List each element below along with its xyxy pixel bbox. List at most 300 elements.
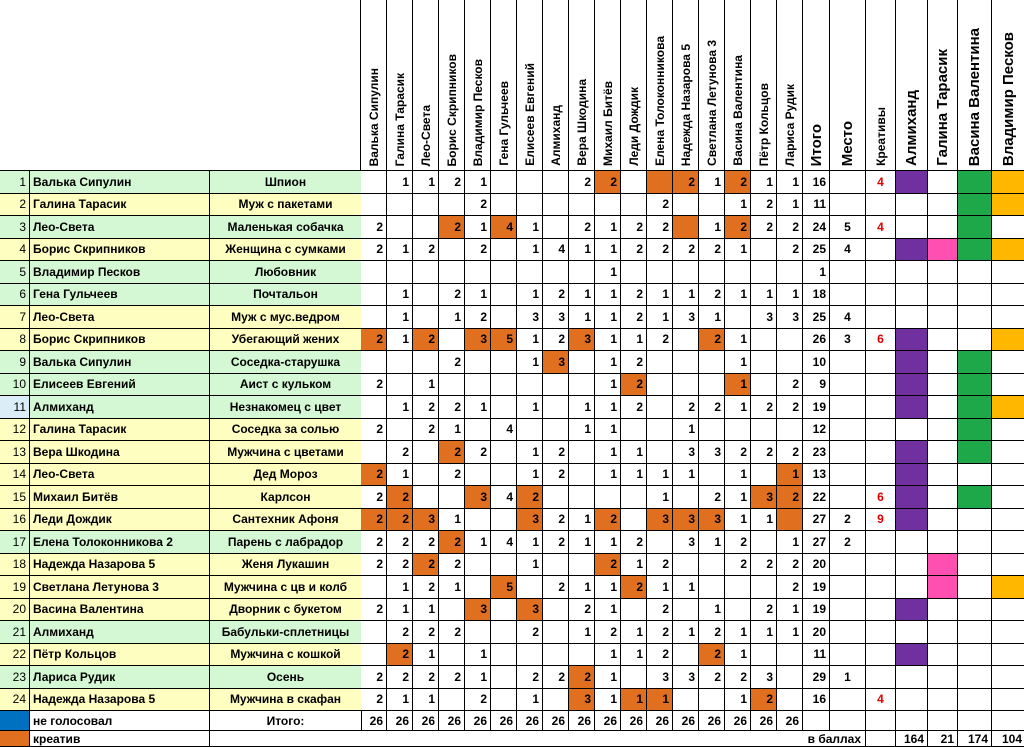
extra-vote-cell xyxy=(928,194,958,217)
vote-cell: 2 xyxy=(751,689,777,712)
judge-total: 26 xyxy=(543,711,569,731)
vote-cell xyxy=(673,554,699,577)
vote-cell xyxy=(543,374,569,397)
vote-cell xyxy=(543,216,569,239)
row-number: 6 xyxy=(0,284,30,307)
creatives-header-label: Креативы xyxy=(873,107,888,166)
vote-cell: 2 xyxy=(647,216,673,239)
vote-cell: 3 xyxy=(777,306,803,329)
vote-cell xyxy=(751,374,777,397)
extra-judge-total: 164 xyxy=(896,731,928,747)
extra-vote-cell xyxy=(928,464,958,487)
vote-cell xyxy=(569,554,595,577)
vote-cell: 1 xyxy=(517,689,543,712)
vote-cell xyxy=(465,621,491,644)
vote-cell: 1 xyxy=(777,531,803,554)
judge-header-label: Елена Толоконникова xyxy=(652,36,667,166)
extra-vote-cell xyxy=(896,531,928,554)
vote-cell: 1 xyxy=(725,621,751,644)
judge-total: 26 xyxy=(725,711,751,731)
vote-cell: 1 xyxy=(725,194,751,217)
vote-cell: 1 xyxy=(517,239,543,262)
vote-cell xyxy=(439,239,465,262)
extra-vote-cell xyxy=(992,374,1024,397)
judge-header xyxy=(413,0,439,171)
extra-vote-cell xyxy=(928,374,958,397)
vote-cell: 2 xyxy=(777,441,803,464)
vote-cell: 2 xyxy=(621,531,647,554)
judge-total: 26 xyxy=(699,711,725,731)
vote-cell: 1 xyxy=(725,351,751,374)
row-number: 19 xyxy=(0,576,30,599)
vote-cell xyxy=(387,194,413,217)
vote-cell: 1 xyxy=(751,621,777,644)
vote-cell: 1 xyxy=(387,576,413,599)
row-number: 5 xyxy=(0,261,30,284)
row-total: 20 xyxy=(803,621,830,644)
extra-vote-cell xyxy=(928,689,958,712)
participant-name: Галина Тарасик xyxy=(30,419,210,442)
vote-cell xyxy=(361,284,387,307)
vote-cell: 1 xyxy=(387,599,413,622)
judge-total: 26 xyxy=(751,711,777,731)
costume-title: Бабульки-сплетницы xyxy=(210,621,362,644)
vote-cell xyxy=(725,306,751,329)
costume-title: Муж с мус.ведром xyxy=(210,306,362,329)
participant-name: Михаил Битёв xyxy=(30,486,210,509)
header-blank xyxy=(0,0,361,171)
row-creatives: 6 xyxy=(866,486,896,509)
row-place xyxy=(830,486,866,509)
vote-cell: 1 xyxy=(725,396,751,419)
vote-cell: 2 xyxy=(439,171,465,194)
vote-cell xyxy=(569,351,595,374)
judge-header xyxy=(569,0,595,171)
extra-judge-total: 21 xyxy=(928,731,958,747)
vote-cell xyxy=(647,261,673,284)
vote-cell xyxy=(439,329,465,352)
legend-creative-swatch xyxy=(0,731,30,747)
row-total: 9 xyxy=(803,374,830,397)
vote-cell: 1 xyxy=(595,239,621,262)
vote-cell: 2 xyxy=(361,554,387,577)
row-total: 27 xyxy=(803,509,830,532)
row-number: 3 xyxy=(0,216,30,239)
participant-name: Лариса Рудик xyxy=(30,666,210,689)
extra-vote-cell xyxy=(958,486,992,509)
vote-cell: 1 xyxy=(439,306,465,329)
extra-vote-cell xyxy=(896,374,928,397)
vote-cell xyxy=(569,194,595,217)
vote-cell: 2 xyxy=(777,396,803,419)
vote-cell: 1 xyxy=(621,644,647,667)
vote-cell: 1 xyxy=(647,576,673,599)
vote-cell: 1 xyxy=(465,216,491,239)
vote-cell: 1 xyxy=(569,419,595,442)
judge-header xyxy=(725,0,751,171)
vote-cell: 1 xyxy=(595,464,621,487)
vote-cell: 1 xyxy=(387,239,413,262)
vote-cell: 2 xyxy=(647,644,673,667)
extra-vote-cell xyxy=(992,554,1024,577)
row-total: 16 xyxy=(803,689,830,712)
judge-header xyxy=(543,0,569,171)
extra-vote-cell xyxy=(928,239,958,262)
vote-cell xyxy=(387,419,413,442)
vote-cell: 2 xyxy=(777,374,803,397)
vote-cell: 2 xyxy=(777,486,803,509)
vote-cell xyxy=(491,351,517,374)
vote-cell xyxy=(465,351,491,374)
judge-header-label: Леди Дождик xyxy=(626,87,641,166)
vote-cell: 2 xyxy=(361,374,387,397)
costume-title: Карлсон xyxy=(210,486,362,509)
vote-cell xyxy=(491,374,517,397)
extra-vote-cell xyxy=(896,284,928,307)
vote-cell xyxy=(439,261,465,284)
extra-vote-cell xyxy=(928,666,958,689)
vote-cell: 2 xyxy=(569,171,595,194)
costume-title: Осень xyxy=(210,666,362,689)
costume-title: Маленькая собачка xyxy=(210,216,362,239)
judge-total: 26 xyxy=(387,711,413,731)
row-total: 1 xyxy=(803,261,830,284)
vote-cell: 2 xyxy=(543,329,569,352)
participant-name: Надежда Назарова 5 xyxy=(30,554,210,577)
vote-cell: 1 xyxy=(725,689,751,712)
vote-cell xyxy=(361,194,387,217)
vote-cell xyxy=(621,486,647,509)
vote-cell: 1 xyxy=(387,689,413,712)
vote-cell: 2 xyxy=(725,216,751,239)
vote-cell xyxy=(413,306,439,329)
vote-cell xyxy=(595,194,621,217)
vote-cell: 2 xyxy=(439,216,465,239)
vote-cell xyxy=(673,216,699,239)
vote-cell: 2 xyxy=(699,666,725,689)
extra-vote-cell xyxy=(928,419,958,442)
vote-cell: 2 xyxy=(647,194,673,217)
row-creatives xyxy=(866,464,896,487)
vote-cell: 1 xyxy=(465,396,491,419)
vote-cell: 2 xyxy=(569,599,595,622)
vote-cell xyxy=(595,486,621,509)
extra-vote-cell xyxy=(958,171,992,194)
vote-cell xyxy=(361,644,387,667)
vote-cell: 2 xyxy=(361,419,387,442)
vote-cell: 2 xyxy=(699,644,725,667)
extra-judge-header-label: Алмиханд xyxy=(903,90,920,166)
vote-cell: 2 xyxy=(699,239,725,262)
costume-title: Сантехник Афоня xyxy=(210,509,362,532)
vote-cell: 2 xyxy=(751,396,777,419)
vote-cell xyxy=(413,486,439,509)
vote-cell xyxy=(543,419,569,442)
vote-cell xyxy=(673,194,699,217)
participant-name: Светлана Летунова 3 xyxy=(30,576,210,599)
vote-cell: 4 xyxy=(543,239,569,262)
row-number: 11 xyxy=(0,396,30,419)
costume-title: Почтальон xyxy=(210,284,362,307)
vote-cell: 3 xyxy=(647,509,673,532)
vote-cell xyxy=(673,351,699,374)
extra-vote-cell xyxy=(928,486,958,509)
vote-cell: 2 xyxy=(595,509,621,532)
legend-creative: креатив xyxy=(30,731,210,747)
vote-cell xyxy=(725,261,751,284)
vote-cell xyxy=(543,644,569,667)
row-place xyxy=(830,621,866,644)
vote-cell: 2 xyxy=(543,441,569,464)
vote-cell xyxy=(491,306,517,329)
vote-cell: 2 xyxy=(361,464,387,487)
vote-cell: 1 xyxy=(725,644,751,667)
row-place xyxy=(830,261,866,284)
vote-cell: 1 xyxy=(569,531,595,554)
row-creatives xyxy=(866,441,896,464)
vote-cell: 2 xyxy=(543,464,569,487)
vote-cell: 1 xyxy=(517,441,543,464)
vote-cell: 1 xyxy=(569,621,595,644)
vote-cell: 3 xyxy=(517,599,543,622)
vote-cell: 2 xyxy=(413,419,439,442)
vote-cell xyxy=(751,531,777,554)
vote-cell: 2 xyxy=(413,554,439,577)
row-number: 16 xyxy=(0,509,30,532)
vote-cell xyxy=(491,261,517,284)
footer-blank xyxy=(830,711,866,731)
vote-cell: 4 xyxy=(491,419,517,442)
extra-vote-cell xyxy=(928,171,958,194)
vote-cell xyxy=(517,576,543,599)
participant-name: Пётр Кольцов xyxy=(30,644,210,667)
vote-cell xyxy=(413,284,439,307)
vote-cell xyxy=(439,689,465,712)
vote-cell xyxy=(361,261,387,284)
extra-vote-cell xyxy=(958,284,992,307)
vote-cell: 2 xyxy=(387,509,413,532)
row-number: 14 xyxy=(0,464,30,487)
vote-cell xyxy=(465,554,491,577)
extra-vote-cell xyxy=(896,396,928,419)
vote-cell xyxy=(777,329,803,352)
row-place: 5 xyxy=(830,216,866,239)
vote-cell: 2 xyxy=(517,621,543,644)
row-total: 11 xyxy=(803,644,830,667)
vote-cell xyxy=(673,599,699,622)
row-number: 10 xyxy=(0,374,30,397)
extra-vote-cell xyxy=(992,486,1024,509)
extra-vote-cell xyxy=(958,216,992,239)
extra-vote-cell xyxy=(958,621,992,644)
vote-cell: 1 xyxy=(569,284,595,307)
extra-vote-cell xyxy=(958,194,992,217)
vote-cell: 2 xyxy=(387,531,413,554)
vote-cell: 3 xyxy=(517,306,543,329)
vote-cell xyxy=(621,419,647,442)
vote-cell: 2 xyxy=(413,576,439,599)
vote-cell: 1 xyxy=(595,216,621,239)
row-total: 16 xyxy=(803,171,830,194)
vote-cell xyxy=(725,599,751,622)
extra-vote-cell xyxy=(896,306,928,329)
vote-cell: 2 xyxy=(725,666,751,689)
extra-vote-cell xyxy=(958,554,992,577)
vote-cell: 1 xyxy=(517,396,543,419)
vote-cell xyxy=(491,284,517,307)
vote-cell xyxy=(699,464,725,487)
vote-cell: 1 xyxy=(725,329,751,352)
vote-cell xyxy=(751,576,777,599)
vote-cell xyxy=(751,261,777,284)
legend-not-voted-swatch xyxy=(0,711,30,731)
vote-cell xyxy=(517,419,543,442)
vote-cell: 2 xyxy=(387,554,413,577)
row-creatives: 9 xyxy=(866,509,896,532)
row-place xyxy=(830,644,866,667)
vote-cell xyxy=(413,464,439,487)
vote-cell: 1 xyxy=(569,239,595,262)
vote-cell: 1 xyxy=(413,689,439,712)
judge-header xyxy=(517,0,543,171)
vote-cell: 2 xyxy=(595,621,621,644)
extra-vote-cell xyxy=(992,689,1024,712)
extra-vote-cell xyxy=(958,396,992,419)
vote-cell: 1 xyxy=(517,531,543,554)
vote-cell xyxy=(647,171,673,194)
extra-vote-cell xyxy=(958,509,992,532)
extra-vote-cell xyxy=(896,351,928,374)
vote-cell xyxy=(751,351,777,374)
judge-header xyxy=(465,0,491,171)
extra-vote-cell xyxy=(958,419,992,442)
judge-total: 26 xyxy=(595,711,621,731)
row-number: 2 xyxy=(0,194,30,217)
vote-cell xyxy=(543,486,569,509)
vote-cell xyxy=(569,486,595,509)
row-total: 25 xyxy=(803,306,830,329)
extra-vote-cell xyxy=(896,621,928,644)
row-total: 26 xyxy=(803,329,830,352)
costume-title: Незнакомец с цвет xyxy=(210,396,362,419)
vote-cell xyxy=(647,374,673,397)
participant-name: Галина Тарасик xyxy=(30,194,210,217)
vote-cell: 1 xyxy=(647,464,673,487)
vote-cell: 2 xyxy=(621,396,647,419)
vote-cell: 2 xyxy=(569,216,595,239)
vote-cell: 3 xyxy=(673,441,699,464)
vote-cell: 1 xyxy=(569,306,595,329)
vote-cell: 1 xyxy=(777,171,803,194)
extra-vote-cell xyxy=(928,509,958,532)
row-total: 20 xyxy=(803,554,830,577)
vote-cell xyxy=(569,441,595,464)
participant-name: Елена Толоконникова 2 xyxy=(30,531,210,554)
vote-cell xyxy=(543,599,569,622)
costume-title: Муж с пакетами xyxy=(210,194,362,217)
vote-cell xyxy=(543,554,569,577)
total-header-label: Итого xyxy=(807,123,825,166)
vote-cell: 2 xyxy=(699,396,725,419)
vote-cell xyxy=(491,554,517,577)
extra-vote-cell xyxy=(896,509,928,532)
vote-cell xyxy=(491,396,517,419)
vote-cell: 1 xyxy=(595,419,621,442)
row-creatives xyxy=(866,621,896,644)
vote-cell: 4 xyxy=(491,216,517,239)
vote-cell: 2 xyxy=(413,621,439,644)
vote-cell: 2 xyxy=(751,441,777,464)
row-creatives xyxy=(866,666,896,689)
vote-cell: 2 xyxy=(673,239,699,262)
judge-header xyxy=(751,0,777,171)
points-label: в баллах xyxy=(210,731,866,747)
vote-cell xyxy=(361,351,387,374)
extra-vote-cell xyxy=(992,194,1024,217)
vote-cell xyxy=(673,374,699,397)
vote-cell: 2 xyxy=(647,621,673,644)
extra-vote-cell xyxy=(896,441,928,464)
vote-cell: 2 xyxy=(621,216,647,239)
vote-cell: 1 xyxy=(517,216,543,239)
vote-cell xyxy=(647,441,673,464)
place-header-label: Место xyxy=(839,120,856,166)
vote-cell: 2 xyxy=(465,194,491,217)
participant-name: Лео-Света xyxy=(30,216,210,239)
vote-cell xyxy=(777,261,803,284)
row-place: 2 xyxy=(830,531,866,554)
row-place: 4 xyxy=(830,306,866,329)
costume-title: Мужчина с кошкой xyxy=(210,644,362,667)
judge-total: 26 xyxy=(491,711,517,731)
judge-header-label: Галина Тарасик xyxy=(392,72,407,166)
vote-cell: 1 xyxy=(465,531,491,554)
participant-name: Леди Дождик xyxy=(30,509,210,532)
vote-cell: 1 xyxy=(621,441,647,464)
vote-cell: 2 xyxy=(543,509,569,532)
vote-cell xyxy=(569,464,595,487)
vote-cell xyxy=(673,644,699,667)
extra-judge-header-label: Владимир Песков xyxy=(1000,31,1017,166)
vote-cell xyxy=(465,374,491,397)
judge-header-label: Лео-Света xyxy=(418,104,433,166)
vote-cell: 3 xyxy=(699,509,725,532)
vote-cell: 1 xyxy=(413,644,439,667)
vote-cell: 1 xyxy=(595,441,621,464)
vote-cell: 1 xyxy=(387,284,413,307)
footer-blank xyxy=(803,711,830,731)
vote-cell xyxy=(543,621,569,644)
vote-cell: 1 xyxy=(569,396,595,419)
vote-cell: 2 xyxy=(517,486,543,509)
vote-cell xyxy=(491,666,517,689)
vote-cell xyxy=(699,554,725,577)
vote-cell: 2 xyxy=(439,284,465,307)
vote-cell: 2 xyxy=(777,239,803,262)
vote-cell xyxy=(569,261,595,284)
vote-cell: 4 xyxy=(491,531,517,554)
row-creatives xyxy=(866,284,896,307)
footer-blank xyxy=(958,711,992,731)
vote-cell xyxy=(543,194,569,217)
row-creatives xyxy=(866,396,896,419)
vote-cell: 1 xyxy=(595,531,621,554)
extra-vote-cell xyxy=(896,666,928,689)
vote-cell xyxy=(699,261,725,284)
vote-cell: 2 xyxy=(699,329,725,352)
vote-cell xyxy=(569,374,595,397)
judge-header xyxy=(439,0,465,171)
